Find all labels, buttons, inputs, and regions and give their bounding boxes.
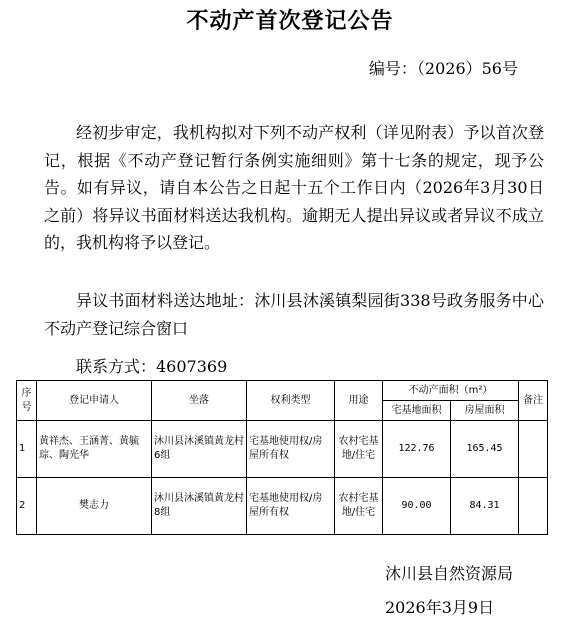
cell-land-area: 122.76 [383, 421, 451, 478]
table-row [17, 478, 548, 535]
cell-house-area: 165.45 [451, 421, 519, 478]
cell-remark [519, 421, 548, 478]
header-right-type: 权利类型 [247, 381, 335, 421]
issue-date: 2026年3月9日 [385, 598, 495, 617]
header-area-group: 不动产面积（m²） [383, 381, 519, 401]
header-location: 坐落 [152, 381, 247, 421]
notice-paragraph-main: 经初步审定，我机构拟对下列不动产权利（详见附表）予以首次登记，根据《不动产登记暂行条例实施细则》第十七条的规定，现予公告。如有异议，请自本公告之日起十五个工作日内（2026年3月30日之前）将异议书面材料送达我机构。逾期无人提出异议或者异议不成立的，我机构将予以登记。 [44, 123, 544, 252]
cell-location: 沐川县沐溪镇黄龙村6组 [152, 421, 247, 478]
cell-applicant: 黄祥杰、王涵菁、黄毓琮、陶光华 [37, 421, 152, 478]
table-header-row [17, 381, 548, 401]
property-table [16, 380, 548, 535]
header-usage: 用途 [335, 381, 383, 421]
cell-house-area: 84.31 [451, 478, 519, 535]
header-land-area: 宅基地面积 [383, 401, 451, 421]
document-number: 编号：（2026）56号 [368, 59, 518, 78]
cell-land-area: 90.00 [383, 478, 451, 535]
header-remark: 备注 [519, 381, 548, 421]
cell-right-type: 宅基地使用权/房屋所有权 [247, 478, 335, 535]
objection-address-paragraph: 异议书面材料送达地址：沐川县沐溪镇梨园街338号政务服务中心不动产登记综合窗口 [44, 291, 544, 338]
header-seq: 序号 [17, 381, 37, 421]
cell-usage: 农村宅基地/住宅 [335, 421, 383, 478]
cell-location: 沐川县沐溪镇黄龙村8组 [152, 478, 247, 535]
header-applicant: 登记申请人 [37, 381, 152, 421]
cell-seq: 1 [17, 421, 37, 478]
header-house-area: 房屋面积 [451, 401, 519, 421]
issuing-organization: 沐川县自然资源局 [385, 564, 514, 583]
cell-usage: 农村宅基地/住宅 [335, 478, 383, 535]
cell-remark [519, 478, 548, 535]
cell-applicant: 樊志力 [37, 478, 152, 535]
notice-title: 不动产首次登记公告 [186, 9, 394, 34]
table-row [17, 421, 548, 478]
cell-right-type: 宅基地使用权/房屋所有权 [247, 421, 335, 478]
cell-seq: 2 [17, 478, 37, 535]
contact-info: 联系方式：4607369 [76, 357, 228, 376]
